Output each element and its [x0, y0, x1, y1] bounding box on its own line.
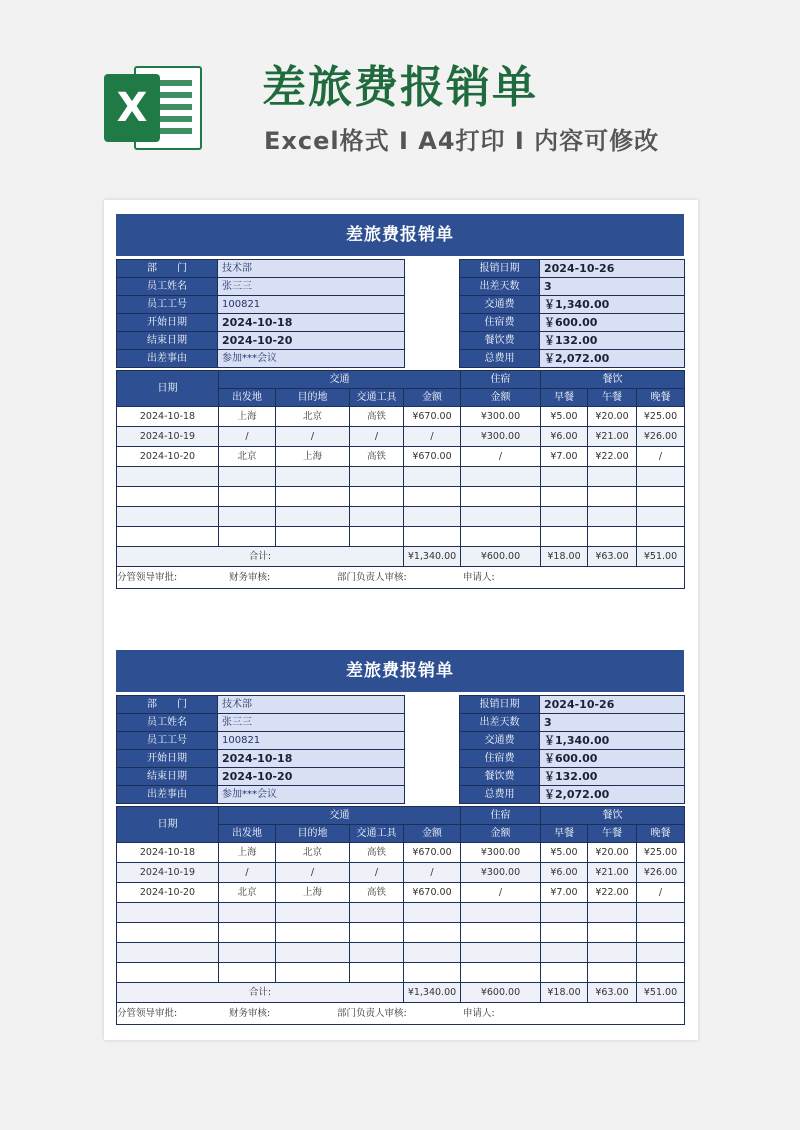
cell[interactable] [117, 487, 219, 507]
totals-label: 合计: [117, 547, 404, 567]
cell[interactable] [219, 467, 276, 487]
cell[interactable] [637, 467, 685, 487]
excel-icon [104, 60, 204, 156]
cell[interactable] [404, 467, 461, 487]
cell[interactable] [588, 467, 637, 487]
cell[interactable]: / [350, 427, 404, 447]
info-value[interactable]: 2024-10-20 [218, 332, 405, 350]
cell[interactable]: 高铁 [350, 407, 404, 427]
cell[interactable] [350, 467, 404, 487]
cell[interactable]: ¥670.00 [404, 407, 461, 427]
header-lodging-amount: 金额 [461, 389, 541, 407]
cell[interactable] [637, 943, 685, 963]
info-value[interactable]: 100821 [218, 296, 405, 314]
header-date: 日期 [117, 371, 219, 407]
info-value[interactable]: 2024-10-26 [540, 260, 685, 278]
table-row [117, 527, 685, 547]
info-label: 出差事由 [117, 786, 218, 804]
info-value[interactable]: 参加***会议 [218, 786, 405, 804]
cell[interactable] [276, 507, 350, 527]
cell[interactable] [541, 527, 588, 547]
cell[interactable]: / [637, 883, 685, 903]
info-value[interactable]: 3 [540, 714, 685, 732]
header-breakfast: 早餐 [541, 825, 588, 843]
signature-row [117, 1003, 685, 1025]
cell[interactable] [588, 963, 637, 983]
info-label: 餐饮费 [460, 768, 540, 786]
header-vehicle: 交通工具 [350, 825, 404, 843]
cell[interactable]: ¥5.00 [541, 407, 588, 427]
cell[interactable]: 2024-10-19 [117, 863, 219, 883]
signature-cell [117, 567, 685, 589]
cell[interactable] [461, 527, 541, 547]
info-label: 报销日期 [460, 696, 540, 714]
total-lodging: ¥600.00 [461, 547, 541, 567]
cell[interactable]: 2024-10-18 [117, 407, 219, 427]
cell[interactable]: ¥6.00 [541, 427, 588, 447]
info-left-table [116, 695, 405, 804]
info-value[interactable]: ￥1,340.00 [540, 296, 685, 314]
cell[interactable]: / [350, 863, 404, 883]
cell[interactable] [637, 527, 685, 547]
cell[interactable] [588, 903, 637, 923]
cell[interactable]: 高铁 [350, 883, 404, 903]
cell[interactable]: / [637, 447, 685, 467]
cell[interactable]: ¥670.00 [404, 447, 461, 467]
cell[interactable] [637, 963, 685, 983]
cell[interactable] [637, 507, 685, 527]
header-lodging: 住宿 [461, 807, 541, 825]
info-label: 员工姓名 [117, 714, 218, 732]
info-value[interactable]: 2024-10-20 [218, 768, 405, 786]
total-transport: ¥1,340.00 [404, 547, 461, 567]
cell[interactable] [541, 467, 588, 487]
info-value[interactable]: ￥2,072.00 [540, 350, 685, 368]
table-row [117, 963, 685, 983]
cell[interactable]: ¥670.00 [404, 883, 461, 903]
table-row [117, 903, 685, 923]
cell[interactable] [588, 943, 637, 963]
cell[interactable]: ¥670.00 [404, 843, 461, 863]
info-label: 报销日期 [460, 260, 540, 278]
cell[interactable] [117, 943, 219, 963]
info-value[interactable]: ￥132.00 [540, 332, 685, 350]
cell[interactable] [276, 487, 350, 507]
cell[interactable] [350, 923, 404, 943]
cell[interactable] [461, 943, 541, 963]
info-label: 开始日期 [117, 750, 218, 768]
cell[interactable] [350, 487, 404, 507]
cell[interactable]: 2024-10-19 [117, 427, 219, 447]
info-label: 员工姓名 [117, 278, 218, 296]
info-right-table [459, 695, 685, 804]
table-row [117, 447, 685, 467]
cell[interactable] [276, 923, 350, 943]
cell[interactable]: / [219, 427, 276, 447]
cell[interactable] [461, 507, 541, 527]
header-breakfast: 早餐 [541, 389, 588, 407]
cell[interactable]: / [461, 447, 541, 467]
cell[interactable]: 上海 [219, 407, 276, 427]
cell[interactable] [350, 963, 404, 983]
header-dinner: 晚餐 [637, 389, 685, 407]
totals-row [117, 983, 685, 1003]
cell[interactable] [404, 943, 461, 963]
info-label: 结束日期 [117, 332, 218, 350]
table-row [117, 863, 685, 883]
cell[interactable] [350, 943, 404, 963]
cell[interactable]: 2024-10-18 [117, 843, 219, 863]
table-row [117, 487, 685, 507]
cell[interactable]: ¥26.00 [637, 427, 685, 447]
sig-finance-review: 财务审核: [229, 571, 271, 583]
cell[interactable] [588, 487, 637, 507]
cell[interactable] [588, 507, 637, 527]
cell[interactable]: ¥300.00 [461, 843, 541, 863]
info-label: 总费用 [460, 786, 540, 804]
cell[interactable]: ¥26.00 [637, 863, 685, 883]
cell[interactable]: 上海 [219, 843, 276, 863]
cell[interactable] [404, 903, 461, 923]
cell[interactable]: 2024-10-20 [117, 883, 219, 903]
cell[interactable]: / [276, 863, 350, 883]
sig-leader-approval: 分管领导审批: [117, 1007, 178, 1019]
info-value[interactable]: 技术部 [218, 260, 405, 278]
totals-row [117, 547, 685, 567]
cell[interactable] [276, 467, 350, 487]
cell[interactable] [219, 507, 276, 527]
cell[interactable] [117, 963, 219, 983]
signature-row [117, 567, 685, 589]
cell[interactable]: ¥5.00 [541, 843, 588, 863]
cell[interactable]: 高铁 [350, 843, 404, 863]
header-lunch: 午餐 [588, 389, 637, 407]
info-value[interactable]: 100821 [218, 732, 405, 750]
info-section [116, 259, 684, 367]
total-lodging: ¥600.00 [461, 983, 541, 1003]
cell[interactable] [541, 487, 588, 507]
header-transport: 交通 [219, 371, 461, 389]
info-label: 交通费 [460, 296, 540, 314]
cell[interactable]: ¥7.00 [541, 883, 588, 903]
table-row [117, 923, 685, 943]
total-dinner: ¥51.00 [637, 547, 685, 567]
cell[interactable]: / [404, 427, 461, 447]
header-from: 出发地 [219, 825, 276, 843]
cell[interactable] [117, 527, 219, 547]
cell[interactable] [541, 903, 588, 923]
total-breakfast: ¥18.00 [541, 983, 588, 1003]
cell[interactable] [117, 923, 219, 943]
detail-table [116, 806, 685, 1025]
total-dinner: ¥51.00 [637, 983, 685, 1003]
info-value[interactable]: 3 [540, 278, 685, 296]
header-from: 出发地 [219, 389, 276, 407]
cell[interactable]: ¥22.00 [588, 447, 637, 467]
cell[interactable] [404, 487, 461, 507]
header-lodging-amount: 金额 [461, 825, 541, 843]
header-date: 日期 [117, 807, 219, 843]
info-label: 出差天数 [460, 714, 540, 732]
sig-dept-head-review: 部门负责人审核: [337, 571, 407, 583]
signature-cell [117, 1003, 685, 1025]
info-value[interactable]: ￥1,340.00 [540, 732, 685, 750]
header-lunch: 午餐 [588, 825, 637, 843]
cell[interactable]: 上海 [276, 447, 350, 467]
cell[interactable]: 2024-10-20 [117, 447, 219, 467]
cell[interactable] [404, 923, 461, 943]
cell[interactable]: ¥25.00 [637, 843, 685, 863]
table-row [117, 943, 685, 963]
cell[interactable]: 北京 [219, 447, 276, 467]
header-to: 目的地 [276, 389, 350, 407]
cell[interactable] [541, 507, 588, 527]
sig-leader-approval: 分管领导审批: [117, 571, 178, 583]
cell[interactable] [541, 943, 588, 963]
cell[interactable]: / [276, 427, 350, 447]
info-label: 员工工号 [117, 732, 218, 750]
info-value[interactable]: 2024-10-26 [540, 696, 685, 714]
sig-finance-review: 财务审核: [229, 1007, 271, 1019]
header-meals: 餐饮 [541, 371, 685, 389]
cell[interactable]: ¥6.00 [541, 863, 588, 883]
header-transport-amount: 金额 [404, 825, 461, 843]
cell[interactable] [219, 923, 276, 943]
info-value[interactable]: ￥132.00 [540, 768, 685, 786]
cell[interactable] [404, 963, 461, 983]
info-left-table [116, 259, 405, 368]
header-meals: 餐饮 [541, 807, 685, 825]
cell[interactable]: 北京 [276, 843, 350, 863]
cell[interactable]: / [461, 883, 541, 903]
info-right-table [459, 259, 685, 368]
info-label: 部 门 [117, 260, 218, 278]
cell[interactable] [637, 903, 685, 923]
cell[interactable]: 高铁 [350, 447, 404, 467]
cell[interactable] [637, 923, 685, 943]
cell[interactable]: / [404, 863, 461, 883]
cell[interactable]: ¥25.00 [637, 407, 685, 427]
cell[interactable] [404, 507, 461, 527]
cell[interactable] [461, 467, 541, 487]
cell[interactable] [461, 903, 541, 923]
cell[interactable]: ¥22.00 [588, 883, 637, 903]
cell[interactable]: / [219, 863, 276, 883]
header-dinner: 晚餐 [637, 825, 685, 843]
excel-badge-letter: X [104, 74, 160, 142]
hero-subtitle: Excel格式 I A4打印 I 内容可修改 [264, 127, 660, 155]
info-value[interactable]: ￥2,072.00 [540, 786, 685, 804]
hero-title: 差旅费报销单 [262, 62, 538, 113]
cell[interactable] [637, 487, 685, 507]
sig-dept-head-review: 部门负责人审核: [337, 1007, 407, 1019]
cell[interactable] [276, 527, 350, 547]
info-value[interactable]: ￥600.00 [540, 750, 685, 768]
info-label: 住宿费 [460, 750, 540, 768]
info-label: 餐饮费 [460, 332, 540, 350]
cell[interactable]: 北京 [219, 883, 276, 903]
info-value[interactable]: 2024-10-18 [218, 750, 405, 768]
cell[interactable] [219, 943, 276, 963]
cell[interactable]: ¥20.00 [588, 843, 637, 863]
cell[interactable] [350, 507, 404, 527]
cell[interactable] [219, 903, 276, 923]
expense-form-2 [116, 650, 684, 1025]
info-value[interactable]: 张三三 [218, 714, 405, 732]
cell[interactable] [404, 527, 461, 547]
table-row [117, 843, 685, 863]
cell[interactable]: ¥300.00 [461, 407, 541, 427]
sig-applicant: 申请人: [463, 1007, 495, 1019]
total-transport: ¥1,340.00 [404, 983, 461, 1003]
cell[interactable] [219, 963, 276, 983]
table-row [117, 407, 685, 427]
info-value[interactable]: 参加***会议 [218, 350, 405, 368]
info-label: 部 门 [117, 696, 218, 714]
info-label: 结束日期 [117, 768, 218, 786]
cell[interactable]: ¥21.00 [588, 863, 637, 883]
cell[interactable] [219, 527, 276, 547]
cell[interactable] [461, 963, 541, 983]
header-vehicle: 交通工具 [350, 389, 404, 407]
cell[interactable] [117, 903, 219, 923]
totals-label: 合计: [117, 983, 404, 1003]
info-label: 总费用 [460, 350, 540, 368]
total-breakfast: ¥18.00 [541, 547, 588, 567]
header-lodging: 住宿 [461, 371, 541, 389]
table-row [117, 467, 685, 487]
form-title: 差旅费报销单 [116, 214, 684, 256]
info-label: 开始日期 [117, 314, 218, 332]
cell[interactable] [541, 923, 588, 943]
info-label: 住宿费 [460, 314, 540, 332]
cell[interactable]: 北京 [276, 407, 350, 427]
cell[interactable] [461, 487, 541, 507]
cell[interactable] [219, 487, 276, 507]
cell[interactable] [276, 903, 350, 923]
cell[interactable] [117, 507, 219, 527]
cell[interactable]: ¥300.00 [461, 427, 541, 447]
cell[interactable]: ¥300.00 [461, 863, 541, 883]
info-value[interactable]: 技术部 [218, 696, 405, 714]
cell[interactable] [117, 467, 219, 487]
total-lunch: ¥63.00 [588, 547, 637, 567]
cell[interactable] [350, 527, 404, 547]
hero-banner [0, 0, 800, 190]
info-label: 员工工号 [117, 296, 218, 314]
sig-applicant: 申请人: [463, 571, 495, 583]
cell[interactable]: ¥20.00 [588, 407, 637, 427]
cell[interactable] [461, 923, 541, 943]
info-section [116, 695, 684, 803]
total-lunch: ¥63.00 [588, 983, 637, 1003]
cell[interactable] [350, 903, 404, 923]
expense-form-1 [116, 214, 684, 589]
form-title: 差旅费报销单 [116, 650, 684, 692]
cell[interactable]: ¥21.00 [588, 427, 637, 447]
cell[interactable] [588, 923, 637, 943]
cell[interactable] [276, 963, 350, 983]
header-transport: 交通 [219, 807, 461, 825]
table-row [117, 427, 685, 447]
table-row [117, 883, 685, 903]
info-label: 出差天数 [460, 278, 540, 296]
info-label: 交通费 [460, 732, 540, 750]
header-to: 目的地 [276, 825, 350, 843]
detail-table [116, 370, 685, 589]
header-transport-amount: 金额 [404, 389, 461, 407]
cell[interactable] [276, 943, 350, 963]
info-label: 出差事由 [117, 350, 218, 368]
cell[interactable] [588, 527, 637, 547]
info-value[interactable]: 张三三 [218, 278, 405, 296]
cell[interactable]: 上海 [276, 883, 350, 903]
info-value[interactable]: ￥600.00 [540, 314, 685, 332]
cell[interactable]: ¥7.00 [541, 447, 588, 467]
info-value[interactable]: 2024-10-18 [218, 314, 405, 332]
table-row [117, 507, 685, 527]
cell[interactable] [541, 963, 588, 983]
